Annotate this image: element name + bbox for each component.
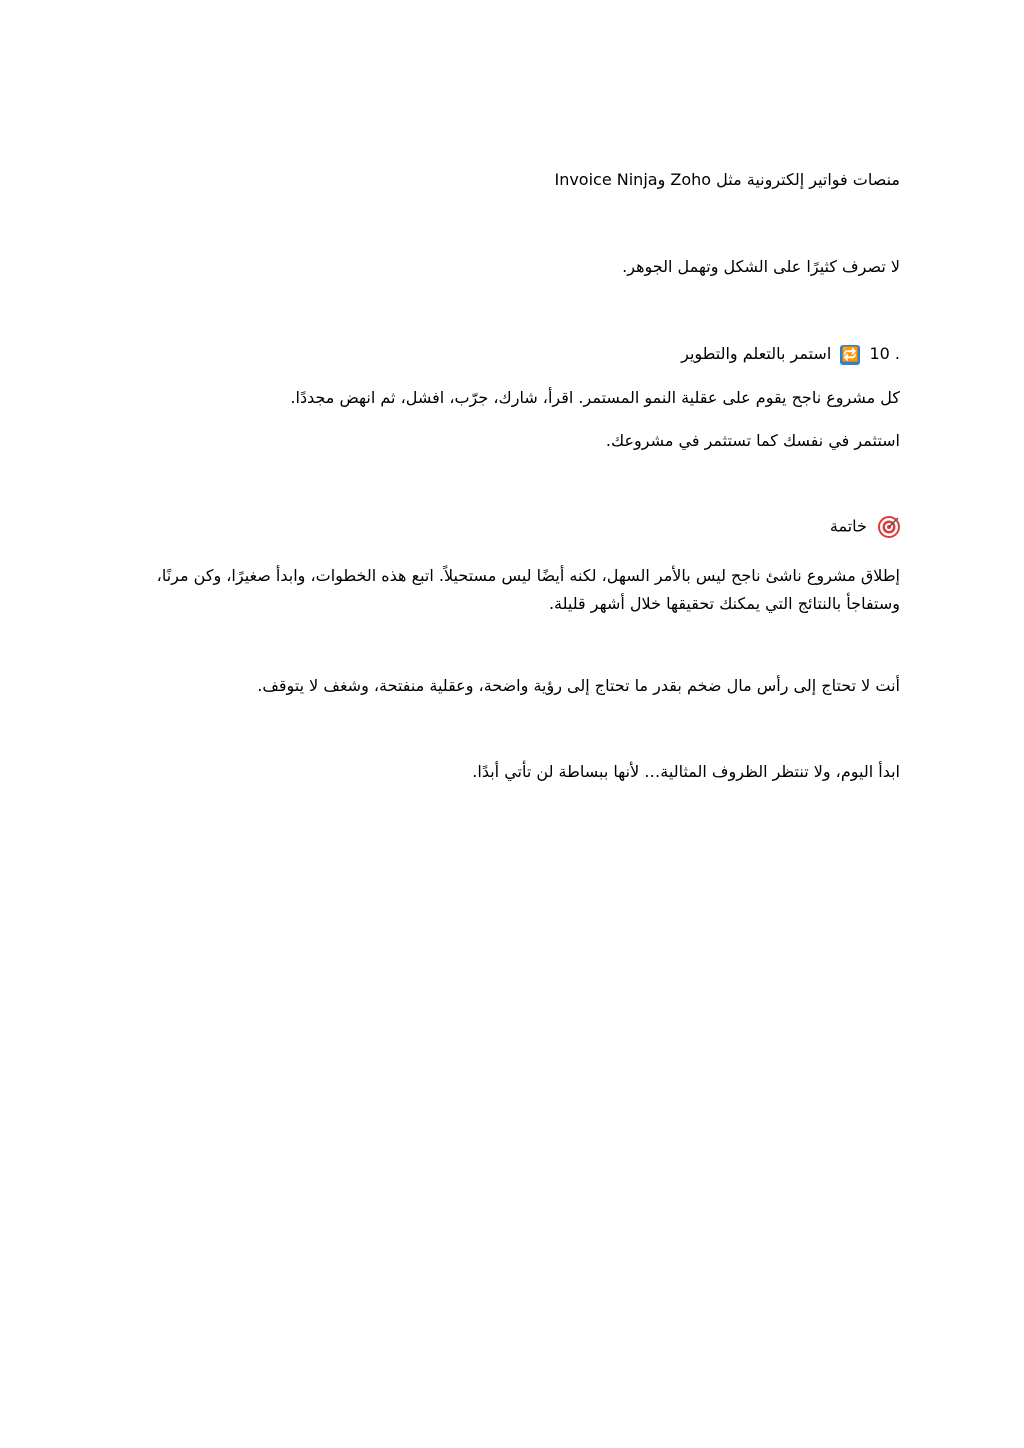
paragraph-text: كل مشروع ناجح يقوم على عقلية النمو المستمر. اقرأ، شارك، جرّب، افشل، ثم انهض مجددًا.	[290, 388, 900, 407]
repeat-icon: 🔁	[841, 346, 860, 363]
paragraph-spending-advice	[622, 257, 900, 277]
section-heading-conclusion	[830, 516, 900, 538]
section-number: 10 .	[869, 344, 900, 363]
paragraph-invoice-platforms	[554, 170, 900, 190]
paragraph-vision	[257, 676, 900, 696]
paragraph-text: استثمر في نفسك كما تستثمر في مشروعك.	[605, 431, 900, 450]
paragraph-text: منصات فواتير إلكترونية مثل Zoho وInvoice Ninja	[554, 170, 900, 189]
target-icon	[878, 516, 900, 538]
paragraph-conclusion	[140, 562, 900, 618]
section-heading-keep-learning	[681, 344, 900, 365]
paragraph-text: أنت لا تحتاج إلى رأس مال ضخم بقدر ما تحتاج إلى رؤية واضحة، وعقلية منفتحة، وشغف لا يتوقف.	[257, 676, 900, 695]
paragraph-invest-in-yourself	[606, 431, 900, 451]
paragraph-text: لا تصرف كثيرًا على الشكل وتهمل الجوهر.	[622, 257, 900, 276]
section-title: استمر بالتعلم والتطوير	[681, 344, 832, 363]
paragraph-start-today	[472, 762, 900, 782]
paragraph-text: ابدأ اليوم، ولا تنتظر الظروف المثالية… لأنها ببساطة لن تأتي أبدًا.	[472, 762, 900, 781]
paragraph-growth-mindset	[290, 388, 900, 408]
paragraph-text: إطلاق مشروع ناشئ ناجح ليس بالأمر السهل، لكنه أيضًا ليس مستحيلاً. اتبع هذه الخطوات، وابدأ صغيرًا، وكن مرنًا، وستفاجأ بالنتائج التي يمكنك تحقيقها خلال أشهر قليلة.	[156, 566, 900, 613]
section-title: خاتمة	[829, 516, 867, 536]
